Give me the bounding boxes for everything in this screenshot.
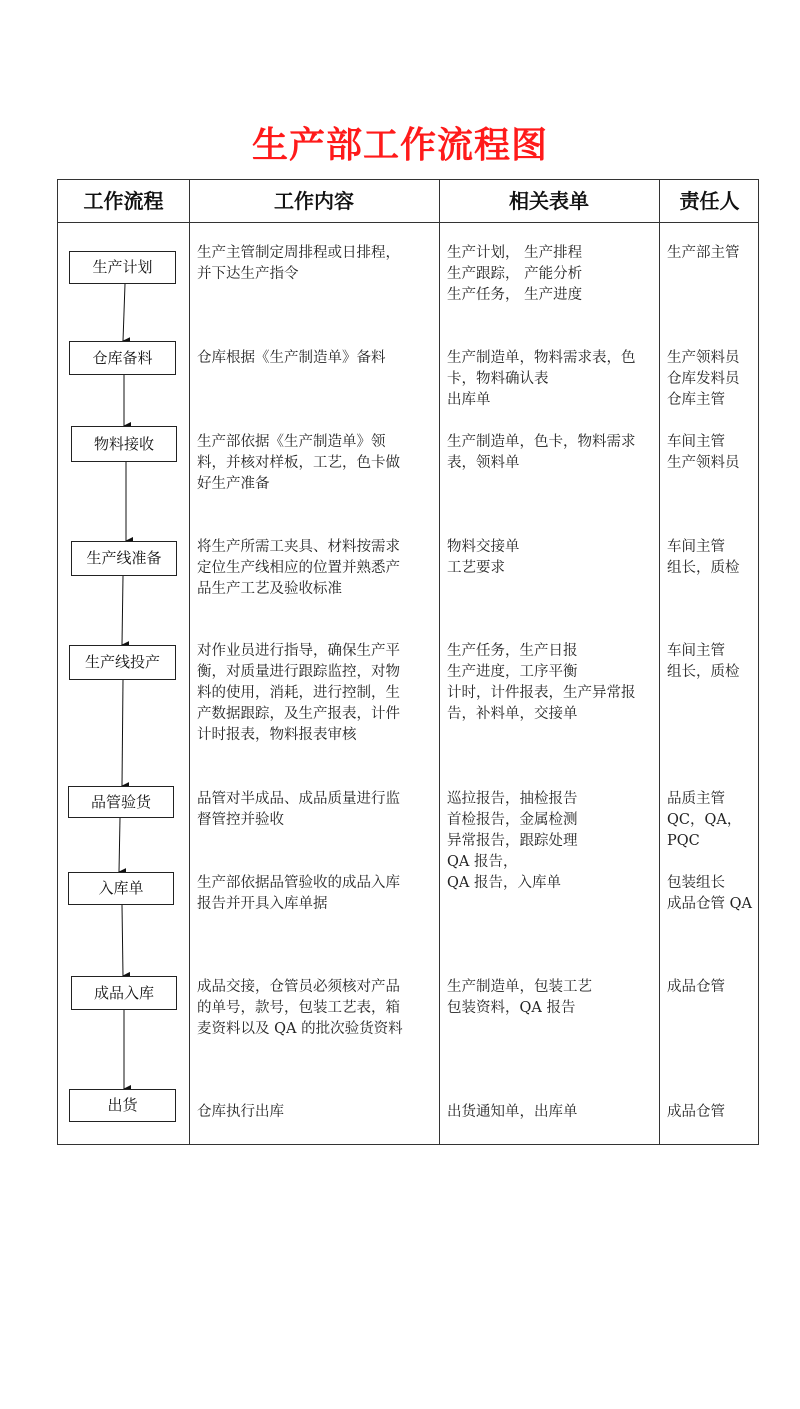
content-cell-9: 仓库执行出库	[197, 1104, 284, 1120]
forms-cell-9: 出货通知单，出库单	[447, 1104, 578, 1120]
forms-cell-5: 生产任务，生产日报 生产进度，工序平衡 计时，计件报表，生产异常报 告，补料单，交接单	[447, 643, 636, 722]
forms-cell-1: 生产计划， 生产排程 生产跟踪， 产能分析 生产任务， 生产进度	[447, 245, 583, 303]
forms-cell-8: 生产制造单，包装工艺 包装资料，QA 报告	[447, 979, 592, 1016]
content-cell-6: 品管对半成品、成品质量进行监 督管控并验收	[197, 791, 400, 828]
owner-cell-9: 成品仓管	[667, 1104, 725, 1120]
flow-box-warehouse-prep: 仓库备料	[69, 341, 176, 375]
forms-cell-2: 生产制造单，物料需求表，色 卡，物料确认表 出库单	[447, 350, 636, 408]
content-cell-5: 对作业员进行指导，确保生产平 衡，对质量进行跟踪监控，对物 料的使用，消耗，进行控制，生 产数据跟踪，及生产报表，计件 计时报表，物料报表审核	[197, 643, 400, 743]
forms-cell-3: 生产制造单，色卡，物料需求 表，领料单	[447, 434, 636, 471]
flow-box-line-prep: 生产线准备	[71, 541, 177, 576]
content-cell-7: 生产部依据品管验收的成品入库 报告并开具入库单据	[197, 875, 400, 912]
page-title: 生产部工作流程图	[251, 125, 548, 166]
content-cell-4: 将生产所需工夹具、材料按需求 定位生产线相应的位置并熟悉产 品生产工艺及验收标准	[197, 539, 400, 597]
header-forms: 相关表单	[509, 189, 589, 213]
content-cell-1: 生产主管制定周排程或日排程， 并下达生产指令	[197, 245, 400, 282]
owner-cell-3: 车间主管 生产领料员	[667, 434, 740, 471]
owner-cell-2: 生产领料员 仓库发料员 仓库主管	[667, 350, 740, 408]
arrow-5	[122, 680, 123, 786]
flow-box-production-plan: 生产计划	[69, 251, 176, 284]
content-cell-2: 仓库根据《生产制造单》备料	[197, 350, 386, 366]
header-owner: 责任人	[679, 189, 740, 213]
owner-cell-1: 生产部主管	[667, 245, 740, 261]
flow-box-qc-inspection: 品管验货	[68, 786, 174, 818]
content-cell-8: 成品交接，仓管员必须核对产品 的单号，款号，包装工艺表，箱 麦资料以及 QA 的批次验货资料	[197, 979, 403, 1037]
arrow-6	[119, 818, 120, 872]
flow-box-product-storage: 成品入库	[71, 976, 177, 1010]
header-content: 工作内容	[274, 189, 354, 213]
forms-cell-6: 巡拉报告，抽检报告 首检报告，金属检测 异常报告，跟踪处理 QA 报告， QA 报告，入库单	[447, 791, 578, 891]
owner-cell-8: 成品仓管	[667, 979, 725, 995]
owner-cell-5: 车间主管 组长，质检	[667, 643, 740, 680]
owner-cell-4: 车间主管 组长，质检	[667, 539, 740, 576]
arrow-7	[122, 905, 123, 976]
arrow-1	[123, 284, 125, 341]
owner-cell-6: 品质主管 QC，QA，PQC 包装组长 成品仓管 QA	[667, 791, 752, 912]
flow-box-material-receive: 物料接收	[71, 426, 177, 462]
flow-box-warehouse-receipt: 入库单	[68, 872, 174, 905]
header-flow: 工作流程	[83, 189, 164, 213]
content-cell-3: 生产部依据《生产制造单》领 料，并核对样板，工艺，色卡做 好生产准备	[197, 434, 400, 492]
arrow-4	[122, 576, 123, 645]
forms-cell-4: 物料交接单 工艺要求	[447, 539, 520, 576]
flow-box-shipment: 出货	[69, 1089, 176, 1122]
flow-box-line-start: 生产线投产	[69, 645, 176, 680]
